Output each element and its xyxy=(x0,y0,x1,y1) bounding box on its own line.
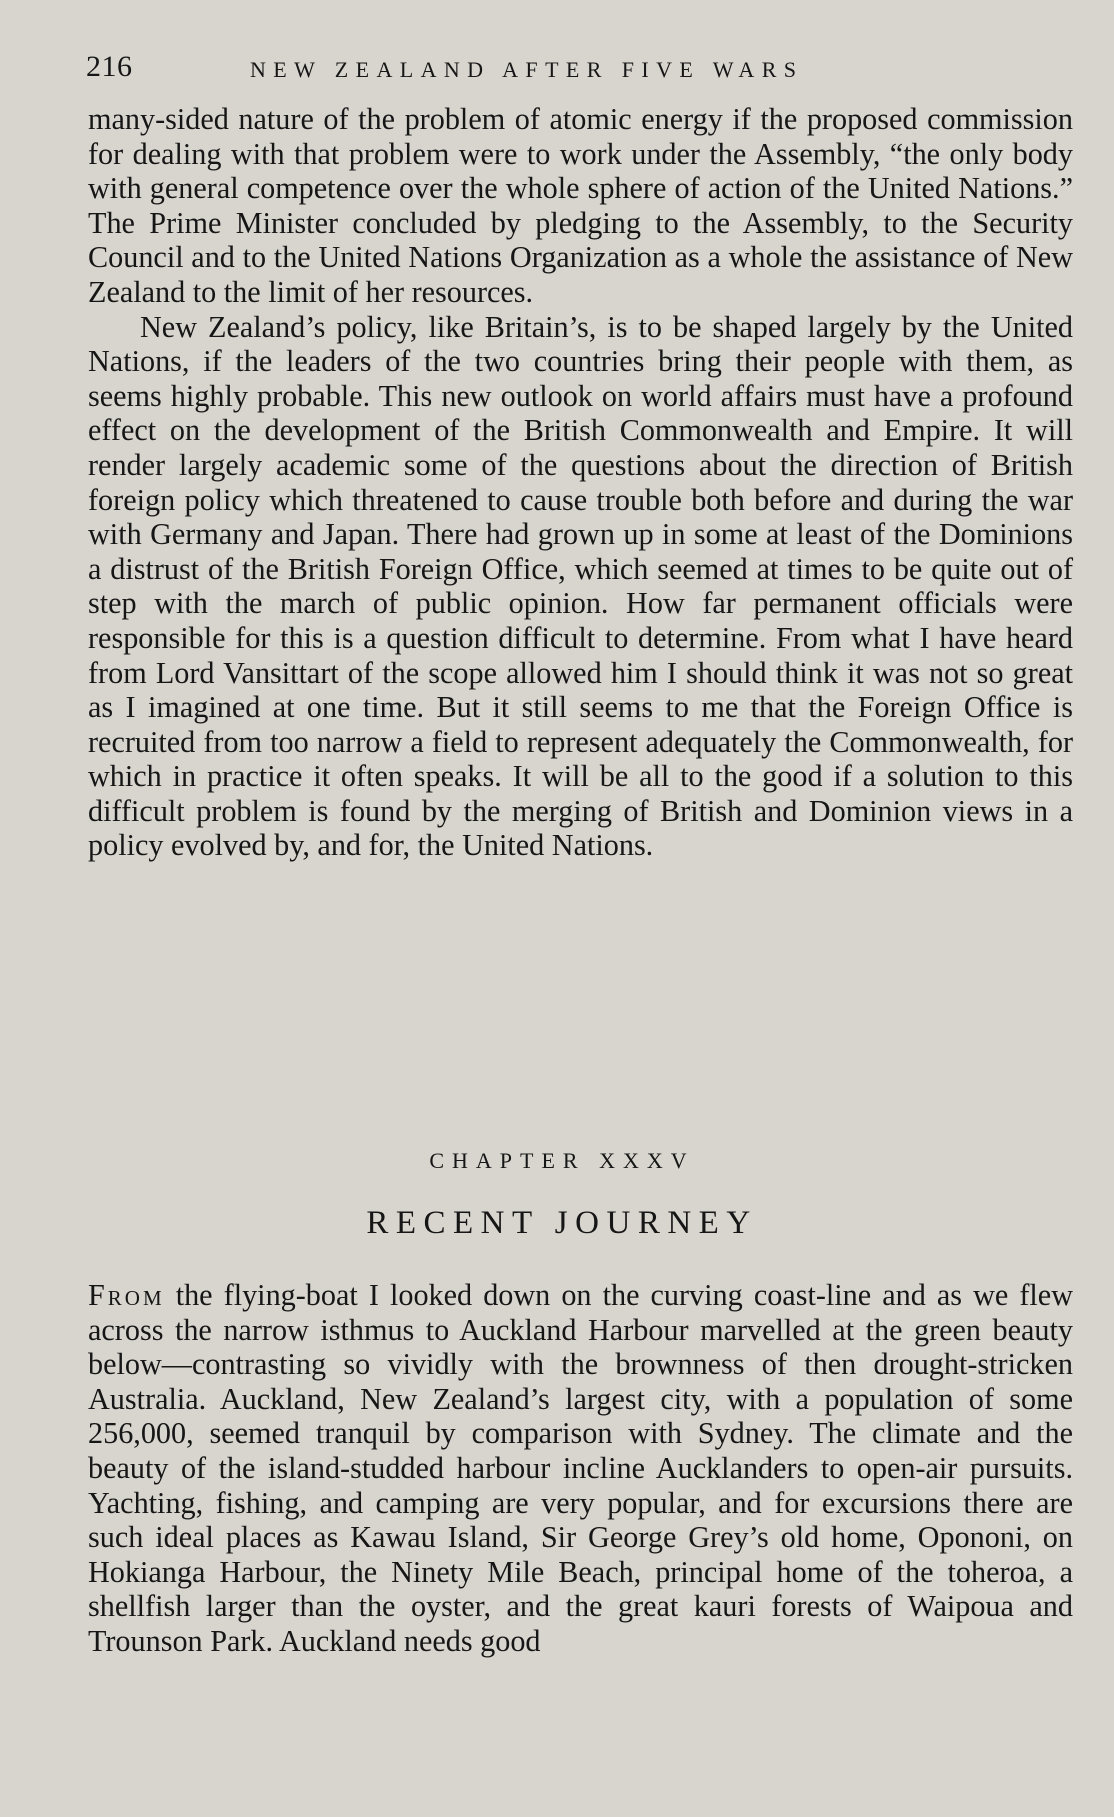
page-number: 216 xyxy=(86,50,133,83)
chapter-title: RECENT JOURNEY xyxy=(366,1205,758,1241)
paragraph-continued: many-sided nature of the problem of atomic energy if the proposed commission for dealing with that problem were to work under the Assembly, “the only body with general competence over the whole sphere of action of the United Nations.” The Prime Minister concluded by pledging to the Assembly, to the Security Council and to the United Nations Organization as a whole the assistance of New Zealand to the limit of her resources. xyxy=(88,102,1073,309)
opening-word: From xyxy=(88,1278,165,1312)
body-text-top xyxy=(88,102,1073,863)
running-title: NEW ZEALAND AFTER FIVE WARS xyxy=(250,57,804,82)
paragraph-policy: New Zealand’s policy, like Britain’s, is to be shaped largely by the United Nations, if the leaders of the two countries bring their people with them, as seems highly probable. This new outlook on world affairs must have a profound effect on the development of the British Commonwealth and Empire. It will render largely academic some of the questions about the direction of British foreign policy which threatened to cause trouble both before and during the war with Germany and Japan. There had grown up in some at least of the Dominions a distrust of the British Foreign Office, which seemed at times to be quite out of step with the march of public opinion. How far permanent officials were responsible for this is a question difficult to determine. From what I have heard from Lord Vansittart of the scope allowed him I should think it was not so great as I imagined at one time. But it still seems to me that the Foreign Office is recruited from too narrow a field to represent adequately the Commonwealth, for which in practice it often speaks. It will be all to the good if a solution to this difficult problem is found by the merging of British and Dominion views in a policy evolved by, and for, the United Nations. xyxy=(88,309,1073,863)
chapter-label: CHAPTER XXXV xyxy=(429,1148,695,1173)
opening-paragraph-text: the flying-boat I looked down on the curving coast-line and as we flew across the narrow isthmus to Auckland Harbour marvelled at the green beauty below—contrasting so vividly with the brownness of then drought-stricken Australia. Auckland, New Zealand’s largest city, with a population of some 256,000, seemed tranquil by comparison with Sydney. The climate and the beauty of the island-studded harbour incline Aucklanders to open-air pursuits. Yachting, fishing, and camping are very popular, and for excursions there are such ideal places as Kawau Island, Sir George Grey’s old home, Opononi, on Hokianga Harbour, the Ninety Mile Beach, principal home of the toheroa, a shellfish larger than the oyster, and the great kauri forests of Waipoua and Trounson Park. Auckland needs good xyxy=(88,1278,1073,1658)
chapter-opening-paragraph xyxy=(88,1278,1073,1659)
page-header xyxy=(86,50,1076,90)
body-text-chapter xyxy=(88,1278,1073,1659)
